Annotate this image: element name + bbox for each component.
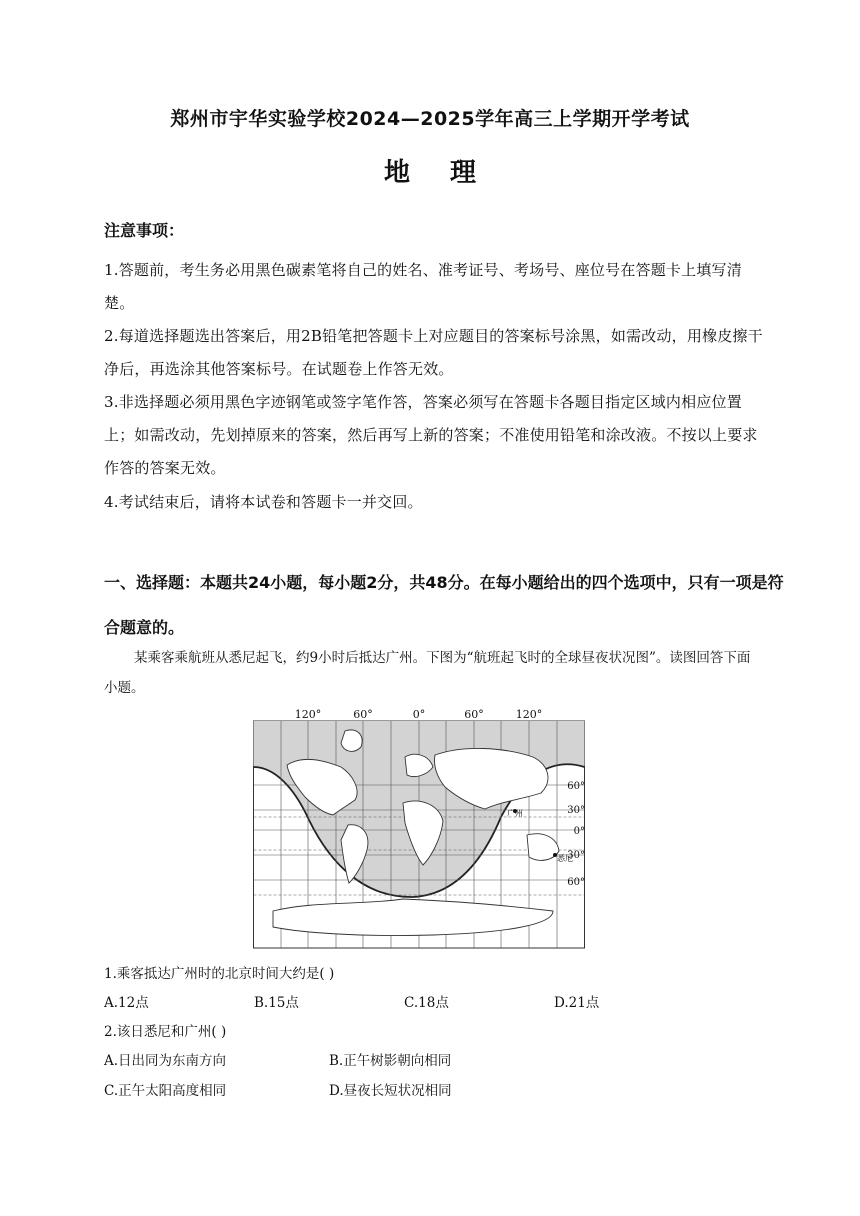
- q1-option-c[interactable]: C.18点: [404, 995, 449, 1011]
- svg-text:60°: 60°: [567, 781, 585, 792]
- subject-char: 地: [383, 158, 410, 188]
- svg-text:30°: 30°: [567, 805, 585, 816]
- notice-item-3: 3.非选择题必须用黑色字迹钢笔或签字笔作答，答案必须写在答题卡各题目指定区域内相应位置上；如需改动，先划掉原来的答案，然后再写上新的答案；不准使用铅笔和涂改液。不按以上要求作答的答案无效。: [104, 393, 758, 477]
- exam-title: 郑州市宇华实验学校2024—2025学年高三上学期开学考试: [170, 108, 690, 130]
- svg-text:60°: 60°: [567, 877, 585, 888]
- top-labels: [295, 708, 543, 721]
- svg-text:120°: 120°: [515, 708, 543, 721]
- q2-option-d[interactable]: D.昼夜长短状况相同: [329, 1083, 452, 1099]
- subject-title: [0, 152, 860, 189]
- q2-option-a[interactable]: A.日出同为东南方向: [104, 1053, 227, 1069]
- question-2-stem: 2.该日悉尼和广州( ): [104, 1024, 227, 1040]
- svg-text:120°: 120°: [294, 708, 322, 721]
- question-intro: 某乘客乘航班从悉尼起飞，约9小时后抵达广州。下图为“航班起飞时的全球昼夜状况图”。读图回答下面小题。: [104, 650, 751, 696]
- q1-option-a[interactable]: A.12点: [104, 995, 149, 1011]
- notice-item-2: 2.每道选择题选出答案后，用2B铅笔把答题卡上对应题目的答案标号涂黑，如需改动，用橡皮擦干净后，再选涂其他答案标号。在试题卷上作答无效。: [104, 327, 763, 378]
- section-heading: 一、选择题：本题共24小题，每小题2分，共48分。在每小题给出的四个选项中，只有一项是符合题意的。: [104, 573, 784, 637]
- notice-item-4: 4.考试结束后，请将本试卷和答题卡一并交回。: [104, 493, 423, 511]
- q2-option-b[interactable]: B.正午树影朝向相同: [329, 1053, 452, 1069]
- svg-text:0°: 0°: [412, 708, 426, 721]
- svg-text:30°: 30°: [567, 850, 585, 861]
- notice-heading: 注意事项：: [104, 221, 185, 240]
- city-label-sydney: 悉尼: [557, 854, 573, 863]
- q1-option-d[interactable]: D.21点: [554, 995, 600, 1011]
- q1-option-b[interactable]: B.15点: [254, 995, 299, 1011]
- svg-text:60°: 60°: [464, 708, 484, 721]
- subject-char: 理: [450, 158, 477, 188]
- svg-text:0°: 0°: [573, 826, 585, 837]
- day-night-map: [253, 705, 585, 949]
- svg-text:60°: 60°: [353, 708, 373, 721]
- city-label-guangzhou: 广州: [507, 809, 523, 818]
- question-1-stem: 1.乘客抵达广州时的北京时间大约是( ): [104, 966, 335, 982]
- q2-option-c[interactable]: C.正午太阳高度相同: [104, 1083, 227, 1099]
- notice-item-1: 1.答题前，考生务必用黑色碳素笔将自己的姓名、准考证号、考场号、座位号在答题卡上填写清楚。: [104, 261, 742, 312]
